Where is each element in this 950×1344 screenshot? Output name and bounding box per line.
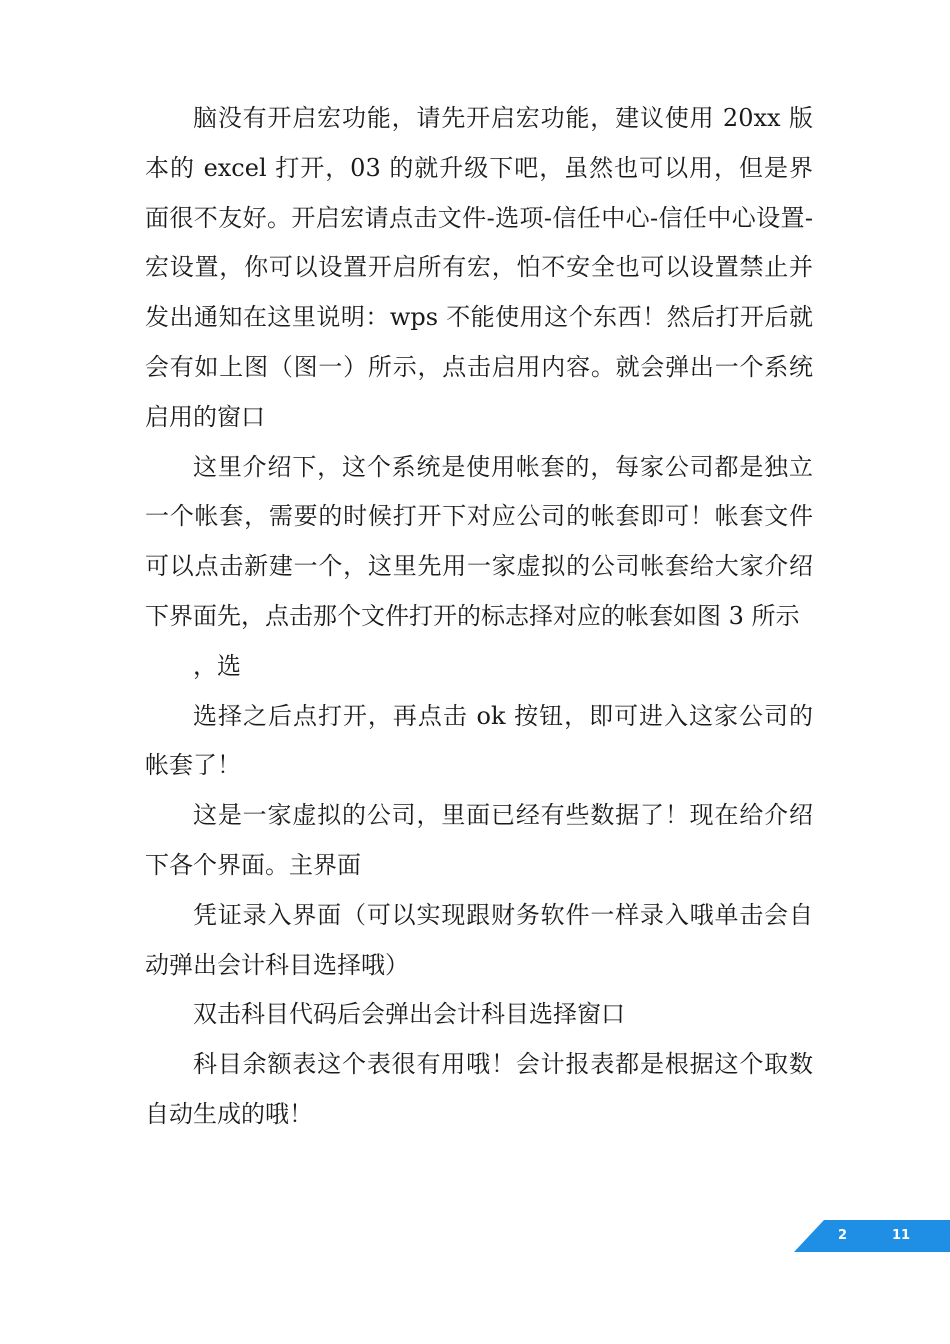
current-page-number: 2 [838, 1228, 848, 1243]
paragraph-8: 科目余额表这个表很有用哦！会计报表都是根据这个取数自动生成的哦！ [145, 1050, 813, 1128]
page-footer [0, 1220, 950, 1252]
page-number-tab [794, 1220, 950, 1252]
paragraph-5: 这是一家虚拟的公司，里面已经有些数据了！现在给介绍下各个界面。主界面 [145, 801, 813, 879]
paragraph-6: 凭证录入界面（可以实现跟财务软件一样录入哦单击会自动弹出会计科目选择哦） [145, 900, 813, 979]
paragraph-4: 选择之后点打开，再点击 ok 按钮，即可进入这家公司的帐套了！ [145, 701, 813, 780]
total-pages: 11 [892, 1228, 911, 1243]
paragraph-3: ，选 [193, 651, 241, 680]
paragraph-2: 这里介绍下，这个系统是使用帐套的，每家公司都是独立一个帐套，需要的时候打开下对应公司的帐套即可！帐套文件可以点击新建一个，这里先用一家虚拟的公司帐套给大家介绍下界面先，点击那个文件打开的标志择对应的帐套如图 3 所示 [145, 452, 813, 630]
paragraph-7: 双击科目代码后会弹出会计科目选择窗口 [193, 1000, 625, 1029]
paragraph-1: 脑没有开启宏功能，请先开启宏功能，建议使用 20xx 版本的 excel 打开，03 的就升级下吧，虽然也可以用，但是界面很不友好。开启宏请点击文件-选项-信任中心-信任中心设置-宏设置，你可以设置开启所有宏，怕不安全也可以设置禁止并发出通知在这里说明：wps 不能使用这个东西！然后打开后就会有如上图（图一）所示，点击启用内容。就会弹出一个系统启用的窗口 [145, 104, 813, 431]
document-body [145, 94, 813, 1140]
